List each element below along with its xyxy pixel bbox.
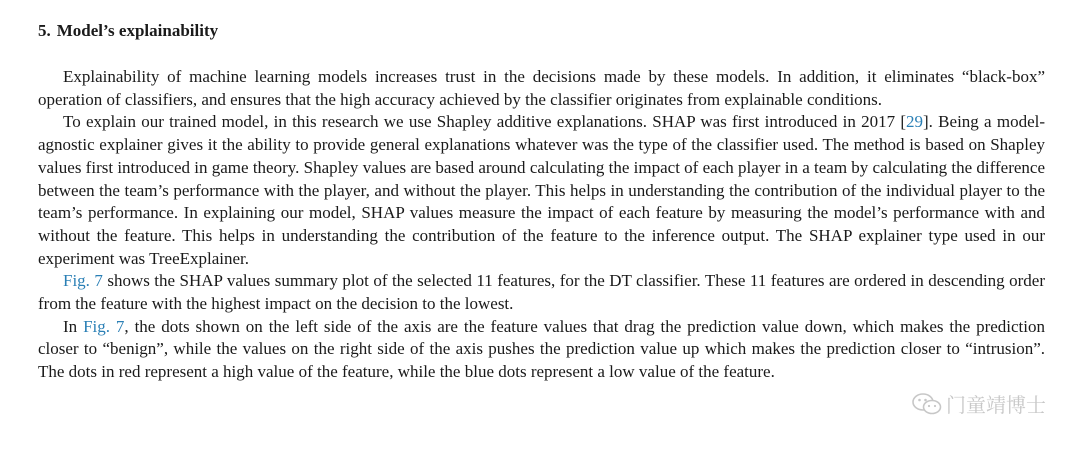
paragraph-1: Explainability of machine learning models increases trust in the decisions made by these models. In addition, it eliminates “black-box” operation of classifiers, and ensures that the high accuracy achieved by the classifier originates from explainable conditions. — [38, 67, 1045, 109]
section-heading — [38, 20, 1045, 42]
watermark-text: 门童靖博士 — [946, 393, 1046, 417]
paragraph-3 — [38, 270, 1045, 315]
section-number: 5. — [38, 21, 51, 40]
wechat-icon — [912, 392, 942, 416]
paragraph-3-text: shows the SHAP values summary plot of the selected 11 features, for the DT classifier. These 11 features are ordered in descending order from the feature with the highest impact on the decision to the lowest. — [38, 271, 1045, 314]
paragraph-2-text-b: ]. Being a model-agnostic explainer gives it the ability to provide general explanations whatever was the type of the classifier used. The method is based on Shapley values first introduced in game theory. Shapley values are based around calculating the impact of each player in a team by calculating the difference between the team’s performance with the player, and without the player. This helps in understanding the contribution of the individual player to the team’s performance. In explaining our model, SHAP values measure the impact of each feature by measuring the model’s performance with and without the feature. This helps in understanding the contribution of the feature to the inference output. The SHAP explainer type used in our experiment was TreeExplainer. — [38, 112, 1045, 268]
citation-link[interactable]: 29 — [906, 112, 924, 132]
figure-link[interactable]: Fig. 7 — [63, 271, 103, 291]
paragraph-4-text-b: , the dots shown on the left side of the axis are the feature values that drag the prediction value down, which makes the prediction closer to “benign”, while the values on the right side of the axis pushes the prediction value up which makes the prediction closer to “intrusion”. The dots in red represent a high value of the feature, while the blue dots represent a low value of the feature. — [38, 316, 1045, 382]
figure-link[interactable]: Fig. 7 — [83, 316, 125, 336]
watermark — [912, 389, 1046, 418]
section-title: Model’s explainability — [56, 21, 219, 40]
paper-page — [38, 20, 1045, 384]
paragraph-4-text-a: In — [63, 316, 84, 336]
paragraph-2-text-a: To explain our trained model, in this research we use Shapley additive explanations. SHAP was first introduced in 2017 [ — [63, 112, 907, 132]
paragraph-4 — [38, 316, 1045, 384]
paragraph-2 — [38, 111, 1045, 270]
